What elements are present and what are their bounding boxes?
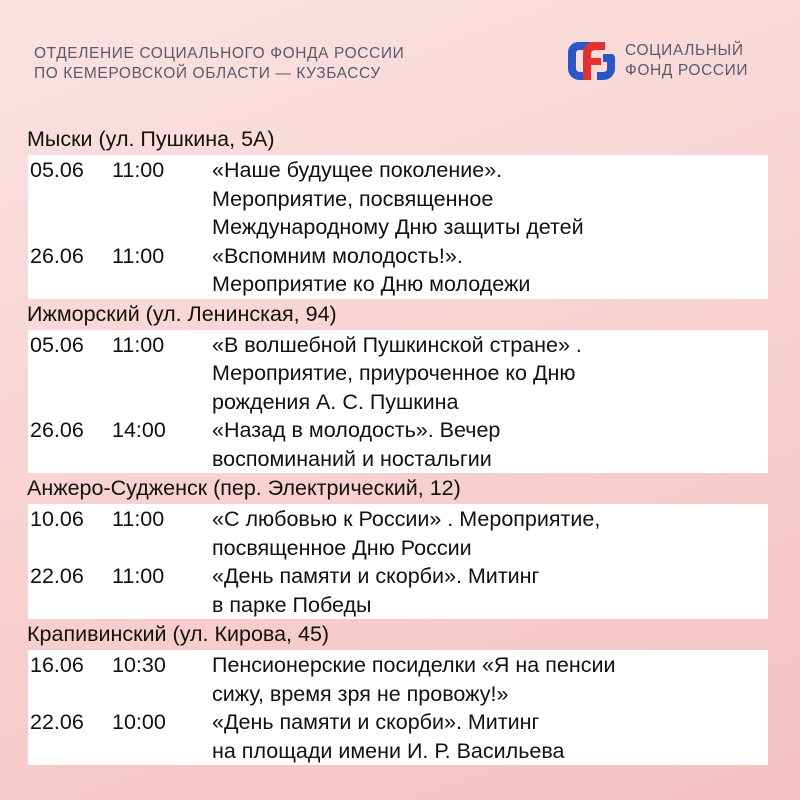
- event-row: [28, 242, 768, 299]
- events-panel: [28, 504, 768, 619]
- event-date: 05.06: [30, 158, 84, 182]
- schedule: [22, 124, 772, 765]
- event-time: 11:00: [112, 564, 165, 588]
- event-date: 10.06: [30, 507, 84, 531]
- brand-name: [625, 41, 748, 81]
- event-description-line: Мероприятие, посвященное: [212, 186, 494, 211]
- event-description-line: Пенсионерские посиделки «Я на пенсии: [212, 653, 616, 677]
- event-description-line: «День памяти и скорби». Митинг: [212, 564, 540, 588]
- organization-name-line-1: ОТДЕЛЕНИЕ СОЦИАЛЬНОГО ФОНДА РОССИИ: [34, 45, 405, 62]
- event-description: [212, 331, 768, 417]
- event-row: [28, 562, 768, 619]
- events-panel: [28, 330, 768, 474]
- event-date: 22.06: [30, 564, 84, 588]
- event-description-line: в парке Победы: [212, 592, 372, 617]
- event-description-line: Мероприятие ко Дню молодежи: [212, 272, 531, 296]
- organization-name-line-2: ПО КЕМЕРОВСКОЙ ОБЛАСТИ — КУЗБАССУ: [34, 65, 381, 82]
- organization-name: [34, 44, 404, 84]
- event-time: 11:00: [112, 332, 165, 357]
- event-description-line: сижу, время зря не провожу!»: [212, 681, 509, 706]
- event-time: 11:00: [112, 243, 165, 268]
- event-description-line: «В волшебной Пушкинской стране» .: [212, 332, 582, 357]
- event-row: [28, 708, 768, 765]
- event-time: 11:00: [112, 507, 165, 531]
- event-description-line: «День памяти и скорби». Митинг: [212, 710, 540, 734]
- event-description-line: Мероприятие, приуроченное ко Дню: [212, 361, 576, 385]
- event-description-line: «С любовью к России» . Мероприятие,: [212, 507, 601, 531]
- brand-name-line-1: СОЦИАЛЬНЫЙ: [625, 42, 744, 59]
- event-description-line: рождения А. С. Пушкина: [212, 389, 459, 414]
- event-date: 16.06: [30, 653, 84, 677]
- events-panel: [28, 155, 768, 299]
- event-description-line: Международному Дню защиты детей: [212, 215, 584, 239]
- event-description-line: на площади имени И. Р. Васильева: [212, 738, 565, 763]
- section-title: Мыски (ул. Пушкина, 5А): [27, 127, 275, 151]
- event-row: [28, 156, 768, 242]
- event-date: 22.06: [30, 710, 84, 734]
- event-date: 26.06: [30, 418, 84, 442]
- event-description: [212, 416, 768, 473]
- event-description: [212, 651, 768, 708]
- event-time: 10:00: [112, 710, 166, 734]
- event-time: 11:00: [112, 158, 165, 182]
- event-description-line: «Вспомним молодость!».: [212, 243, 463, 268]
- event-time: 10:30: [112, 653, 166, 677]
- event-row: [28, 331, 768, 417]
- event-description-line: «Назад в молодость». Вечер: [212, 418, 501, 442]
- event-date: 05.06: [30, 332, 84, 357]
- event-row: [28, 505, 768, 562]
- event-description: [212, 505, 768, 562]
- event-description-line: посвященное Дню России: [212, 535, 472, 560]
- events-panel: [28, 650, 768, 765]
- sfr-logo-icon: [565, 38, 617, 84]
- event-date: 26.06: [30, 243, 84, 268]
- section-title: Крапивинский (ул. Кирова, 45): [27, 622, 330, 646]
- brand-name-line-2: ФОНД РОССИИ: [625, 62, 749, 79]
- header: [0, 0, 800, 110]
- event-row: [28, 416, 768, 473]
- event-row: [28, 651, 768, 708]
- brand: [565, 38, 748, 84]
- event-description: [212, 242, 768, 299]
- event-description: [212, 562, 768, 619]
- section-title: Ижморский (ул. Ленинская, 94): [27, 301, 337, 326]
- event-description: [212, 708, 768, 765]
- event-description-line: воспоминаний и ностальгии: [212, 446, 492, 471]
- event-description: [212, 156, 768, 242]
- section-title: Анжеро-Судженск (пер. Электрический, 12): [27, 476, 461, 500]
- event-description-line: «Наше будущее поколение».: [212, 158, 503, 182]
- event-time: 14:00: [112, 418, 166, 442]
